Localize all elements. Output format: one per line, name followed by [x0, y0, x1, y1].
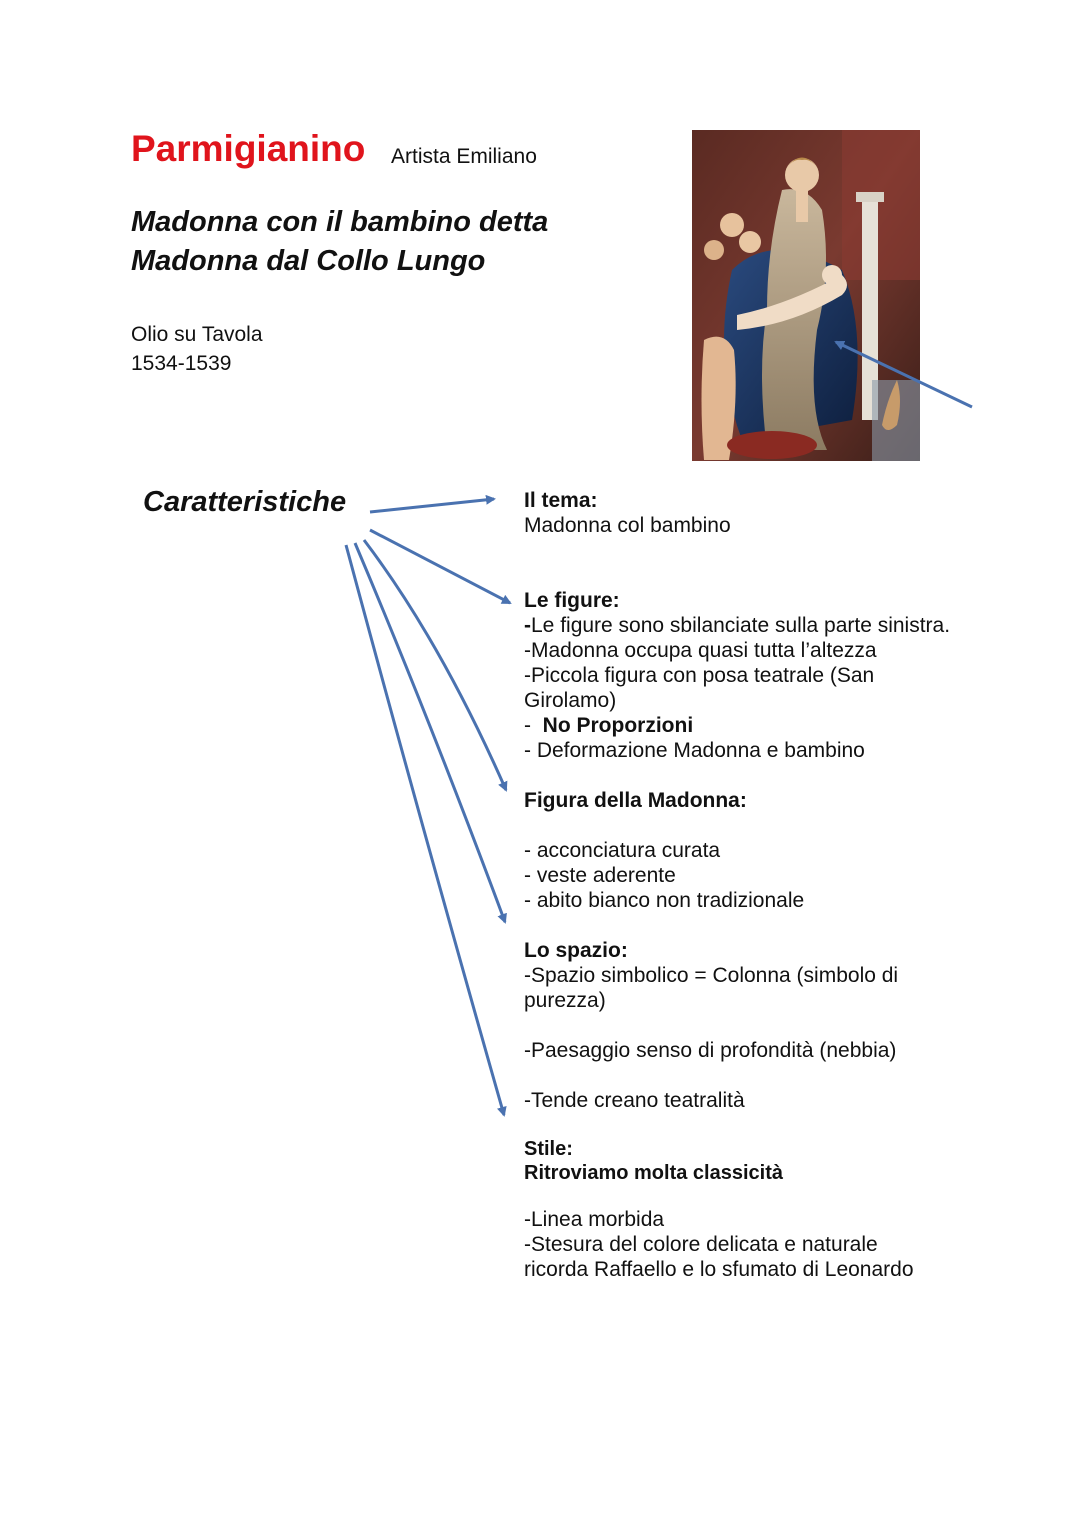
- spazio-line: -Paesaggio senso di profondità (nebbia): [524, 1039, 897, 1062]
- figure-line: [524, 713, 1044, 738]
- figure-prop-bold: No Proporzioni: [542, 714, 694, 737]
- arrow-to-madonna: [364, 540, 506, 790]
- artist-subtitle: Artista Emiliano: [391, 145, 537, 168]
- spazio-line: purezza): [524, 989, 606, 1012]
- section-heading: Caratteristiche: [143, 486, 347, 518]
- stile-line: -Stesura del colore delicata e naturale: [524, 1233, 878, 1256]
- figure-line: -Madonna occupa quasi tutta l’altezza: [524, 639, 877, 662]
- stile-body: [524, 1207, 1044, 1282]
- artwork-medium: Olio su Tavola: [131, 323, 263, 346]
- stile-block: [524, 1137, 1044, 1185]
- madonna-title: Figura della Madonna:: [524, 789, 747, 812]
- spazio-block: [524, 938, 1044, 1113]
- spazio-spacer: [524, 1063, 1044, 1088]
- stile-line: -Linea morbida: [524, 1208, 665, 1231]
- stile-title: Stile:: [524, 1138, 573, 1160]
- spazio-spacer: [524, 1013, 1044, 1038]
- arrow-to-tema: [370, 499, 494, 512]
- stile-line: ricorda Raffaello e lo sfumato di Leonardo: [524, 1258, 914, 1281]
- artwork-title-line-1: Madonna con il bambino detta: [131, 206, 549, 238]
- figure-line: Girolamo): [524, 689, 617, 712]
- figure-line: - Deformazione Madonna e bambino: [524, 739, 865, 762]
- arrow-to-figure: [370, 530, 510, 603]
- madonna-block: [524, 788, 1044, 913]
- artwork-dates: 1534-1539: [131, 352, 232, 375]
- stile-subtitle: Ritroviamo molta classicità: [524, 1162, 783, 1184]
- tema-title: Il tema:: [524, 489, 598, 512]
- artist-name: Parmigianino: [131, 128, 366, 169]
- madonna-line: - abito bianco non tradizionale: [524, 889, 805, 912]
- madonna-spacer: [524, 813, 1044, 838]
- figure-line: -Piccola figura con posa teatrale (San: [524, 664, 875, 687]
- tema-line: Madonna col bambino: [524, 514, 731, 537]
- arrow-to-painting: [836, 342, 972, 407]
- artwork-title-line-2: Madonna dal Collo Lungo: [131, 245, 486, 277]
- spazio-title: Lo spazio:: [524, 939, 628, 962]
- figure-line: [524, 613, 1044, 638]
- figure-first-dash: -: [524, 614, 531, 637]
- figure-first-text: Le figure sono sbilanciate sulla parte sinistra.: [531, 614, 951, 637]
- figure-block: [524, 588, 1044, 763]
- madonna-line: - veste aderente: [524, 864, 676, 887]
- spazio-line: -Spazio simbolico = Colonna (simbolo di: [524, 964, 899, 987]
- madonna-line: - acconciatura curata: [524, 839, 721, 862]
- spazio-line: -Tende creano teatralità: [524, 1089, 745, 1112]
- arrow-to-spazio: [355, 543, 505, 922]
- figure-title: Le figure:: [524, 589, 620, 612]
- figure-prop-dash: -: [524, 714, 543, 737]
- tema-block: [524, 488, 1044, 538]
